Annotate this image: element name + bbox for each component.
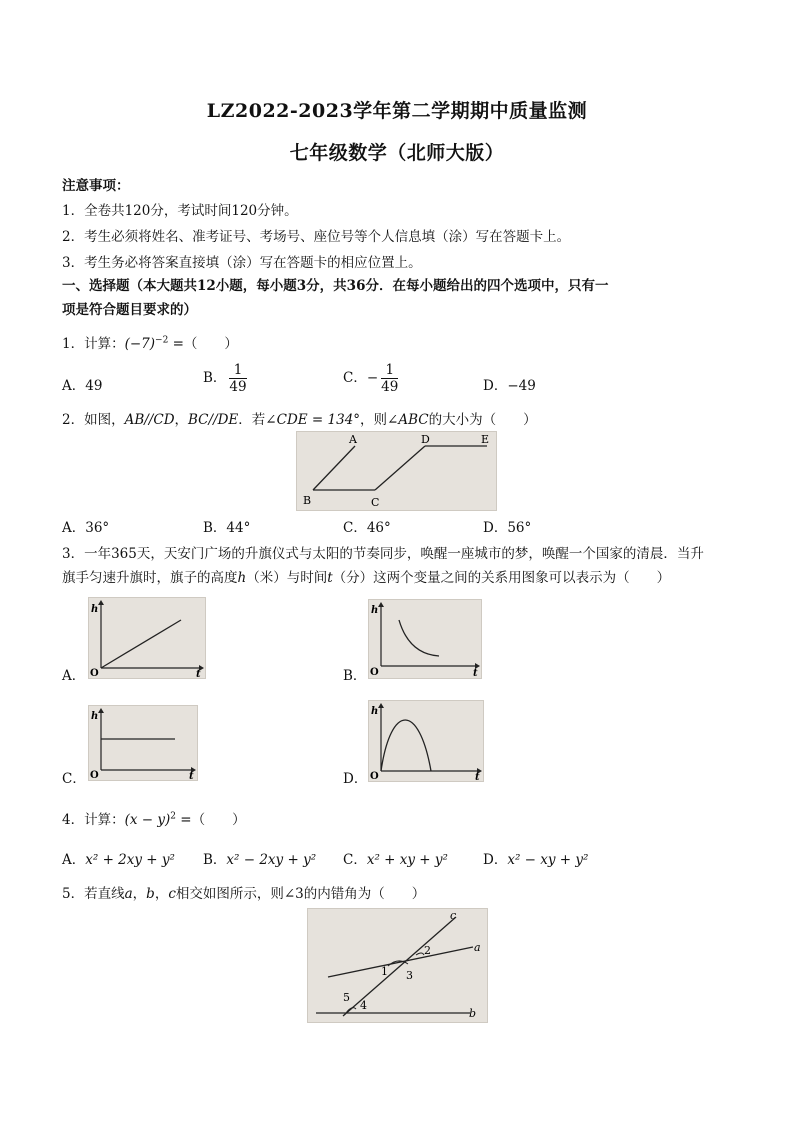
graph-d-curve: [381, 720, 431, 771]
note-item-1: 1．全卷共120分，考试时间120分钟。: [62, 203, 298, 219]
label-a: A: [349, 433, 357, 446]
label-1: 1: [381, 965, 388, 978]
notes-heading: 注意事项：: [62, 178, 130, 194]
q2-figure: [296, 431, 497, 511]
segment-ab: [313, 446, 355, 490]
question-5-stem: 5．若直线a，b，c相交如图所示，则∠3的内错角为（ ）: [62, 886, 426, 902]
svg-text:h: h: [91, 711, 99, 722]
graph-a-line: [101, 620, 181, 668]
label-b: B: [303, 494, 312, 507]
label-c: c: [450, 909, 457, 922]
label-4: 4: [360, 999, 367, 1012]
q2-option-b: B．44°: [203, 520, 251, 536]
label-a: a: [474, 941, 481, 954]
label-5: 5: [343, 991, 350, 1004]
question-2-stem: 2．如图，AB//CD，BC//DE．若∠CDE = 134°，则∠ABC的大小为（ ）: [62, 412, 537, 428]
svg-text:O: O: [90, 668, 99, 678]
label-e: E: [481, 433, 490, 446]
q1-option-b: B． $\frac{1}{49}$: [203, 362, 247, 395]
q3-graph-c: [88, 705, 198, 781]
label-3: 3: [406, 969, 413, 982]
label-b: b: [469, 1007, 477, 1020]
q4-option-b: B．x² − 2xy + y²: [203, 852, 317, 868]
svg-text:h: h: [91, 604, 99, 615]
svg-text:t: t: [475, 772, 480, 781]
svg-text:O: O: [370, 667, 379, 678]
label-2: 2: [424, 944, 431, 957]
q3-option-b-label: B．: [343, 668, 367, 684]
label-d: D: [421, 433, 430, 446]
q1-option-c: C．− $\frac{1}{49}$: [343, 362, 399, 395]
q4-option-c: C．x² + xy + y²: [343, 852, 448, 868]
q4-option-a: A．x² + 2xy + y²: [62, 852, 175, 868]
q2-option-c: C．46°: [343, 520, 391, 536]
q3-graph-b: [368, 599, 482, 679]
q3-graph-a: [88, 597, 206, 679]
q3-graph-d: [368, 700, 484, 782]
q3-option-d-label: D．: [343, 771, 368, 787]
svg-text:O: O: [90, 770, 99, 780]
angle-arc-2: [416, 953, 424, 955]
page-title: LZ2022-2023学年第二学期期中质量监测: [206, 100, 588, 122]
q5-figure: [307, 908, 488, 1023]
q4-option-d: D．x² − xy + y²: [483, 852, 589, 868]
q1-option-a: A．49: [62, 378, 103, 394]
segment-cd: [375, 446, 425, 490]
page-subtitle: 七年级数学（北师大版）: [289, 142, 505, 164]
svg-text:t: t: [196, 669, 201, 678]
question-4-stem: 4．计算：$(x - y)^2$ =（ ）: [62, 811, 246, 828]
question-1-stem: 1．计算：$(-7)^{-2}$ =（ ）: [62, 335, 238, 352]
q3-option-c-label: C．: [62, 771, 86, 787]
q2-option-a: A．36°: [62, 520, 110, 536]
section-heading-line1: 一、选择题（本大题共12小题，每小题3分，共36分．在每小题给出的四个选项中，只有一: [62, 278, 609, 294]
question-3-line1: 3．一年365天，天安门广场的升旗仪式与太阳的节奏同步，唤醒一座城市的梦，唤醒一个国家的清晨．当升: [62, 546, 704, 562]
svg-text:O: O: [370, 771, 379, 781]
line-a: [328, 947, 473, 977]
graph-b-curve: [399, 620, 439, 656]
svg-text:h: h: [371, 605, 379, 616]
note-item-3: 3．考生务必将答案直接填（涂）写在答题卡的相应位置上。: [62, 255, 422, 271]
svg-text:t: t: [189, 771, 194, 780]
q2-option-d: D．56°: [483, 520, 532, 536]
q1-option-d: D．−49: [483, 378, 536, 394]
q3-option-a-label: A．: [62, 668, 86, 684]
svg-text:t: t: [473, 668, 478, 678]
label-c: C: [371, 496, 380, 509]
question-3-line2: 旗手匀速升旗时，旗子的高度h（米）与时间t（分）这两个变量之间的关系用图象可以表示为（ ）: [62, 570, 671, 586]
note-item-2: 2．考生必须将姓名、准考证号、考场号、座位号等个人信息填（涂）写在答题卡上。: [62, 229, 571, 245]
section-heading-line2: 项是符合题目要求的）: [62, 302, 197, 318]
svg-text:h: h: [371, 706, 379, 717]
